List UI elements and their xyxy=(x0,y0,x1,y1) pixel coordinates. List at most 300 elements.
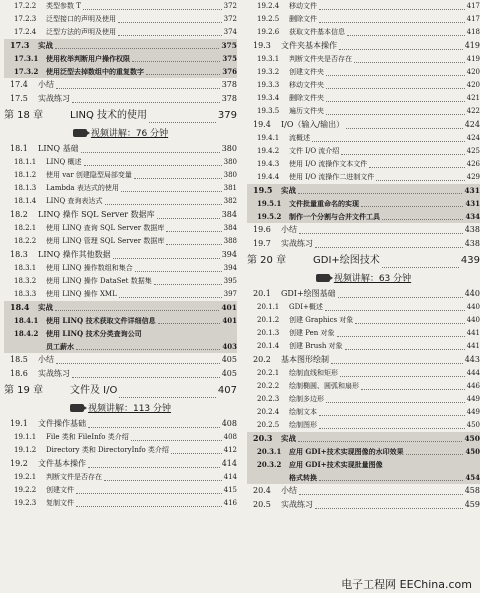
toc-title-line: 流概述 xyxy=(289,134,310,142)
toc-title-line: Directory 类和 DirectoryInfo 类介绍 xyxy=(46,446,169,454)
toc-title-line: 文件 I/O 流介绍 xyxy=(289,147,340,155)
toc-entry[interactable] xyxy=(247,406,480,419)
toc-page-number: 384 xyxy=(221,210,237,219)
toc-entry[interactable] xyxy=(247,445,480,458)
toc-title-line: 使用 var 创建隐型局部变量 xyxy=(46,171,132,179)
toc-leader-dots xyxy=(132,61,220,62)
toc-page-number: 378 xyxy=(221,80,237,89)
toc-entry[interactable] xyxy=(247,210,480,223)
toc-entry[interactable] xyxy=(4,262,237,275)
toc-section-title xyxy=(289,13,319,26)
toc-leader-dots xyxy=(104,480,222,481)
toc-entry[interactable] xyxy=(247,79,480,92)
toc-title-line: GDI+绘图基础 xyxy=(281,289,336,298)
toc-section-number: 19.5.2 xyxy=(257,212,282,221)
video-duration: 视频讲解：63 分钟 xyxy=(333,274,412,284)
toc-page-number: 459 xyxy=(464,500,480,509)
toc-section-title xyxy=(46,13,118,26)
toc-section-number: 19.3 xyxy=(253,41,271,50)
toc-title-line: 复制文件 xyxy=(46,499,74,507)
toc-page-number: 438 xyxy=(464,225,480,234)
toc-section-title xyxy=(38,78,56,92)
toc-entry[interactable] xyxy=(4,0,237,13)
toc-leader-dots xyxy=(376,180,464,181)
toc-entry[interactable] xyxy=(4,327,237,353)
toc-section-number: 20.1.4 xyxy=(257,342,280,350)
toc-leader-dots xyxy=(341,154,464,155)
toc-page-number: 441 xyxy=(466,329,480,337)
toc-page-number: 412 xyxy=(223,446,237,454)
toc-entry[interactable] xyxy=(247,92,480,105)
toc-entry[interactable] xyxy=(247,367,480,380)
toc-title-line: 获取文件基本信息 xyxy=(289,28,345,36)
toc-page-number: 379 xyxy=(217,110,237,121)
toc-leader-dots xyxy=(56,363,220,364)
toc-title-line: 实战 xyxy=(38,41,53,50)
toc-leader-dots xyxy=(298,441,462,442)
toc-entry[interactable] xyxy=(4,78,237,92)
toc-left-column xyxy=(4,0,237,510)
toc-leader-dots xyxy=(347,35,465,36)
toc-section-title xyxy=(38,353,56,367)
toc-leader-dots xyxy=(345,349,465,350)
toc-title-line: 使用 LINQ 管理 SQL Server 数据库 xyxy=(46,237,165,245)
toc-title-line: 实战练习 xyxy=(281,500,313,509)
toc-section-title xyxy=(281,484,299,498)
toc-section-title xyxy=(281,353,331,367)
video-lecture-info xyxy=(247,271,480,287)
toc-title-line: 文件及 I/O xyxy=(70,385,118,396)
toc-title-line: 文件批量重命名的实现 xyxy=(289,199,359,208)
toc-leader-dots xyxy=(312,141,465,142)
toc-section-title xyxy=(46,52,132,65)
toc-section-number: 18.1.4 xyxy=(14,197,37,205)
toc-entry[interactable] xyxy=(247,484,480,498)
video-duration: 视频讲解：113 分钟 xyxy=(87,404,172,414)
toc-leader-dots xyxy=(55,48,219,49)
toc-leader-dots xyxy=(55,310,219,311)
toc-page-number: 394 xyxy=(221,250,237,259)
toc-section-title xyxy=(289,66,326,79)
toc-leader-dots xyxy=(84,165,222,166)
toc-section-number: 17.5 xyxy=(10,94,28,103)
toc-section-title xyxy=(38,248,113,262)
toc-page-number: 420 xyxy=(466,81,480,89)
toc-page-number: 408 xyxy=(223,433,237,441)
toc-section-number: 19.4.2 xyxy=(257,147,280,155)
toc-page-number: 382 xyxy=(223,197,237,205)
toc-section-number: 18.3.1 xyxy=(14,264,37,272)
toc-page-number: 381 xyxy=(223,184,237,192)
toc-entry[interactable] xyxy=(247,498,480,512)
toc-section-number: 17.3.2 xyxy=(14,67,39,76)
toc-title-line: LINQ 概述 xyxy=(46,158,82,166)
toc-leader-dots xyxy=(326,101,465,102)
toc-page-number: 401 xyxy=(221,303,237,312)
toc-entry[interactable] xyxy=(247,13,480,26)
toc-section-number: 20.2 xyxy=(253,355,271,364)
toc-entry[interactable] xyxy=(247,340,480,353)
toc-title-line: 绘制多边形 xyxy=(289,395,324,403)
toc-entry[interactable] xyxy=(4,301,237,314)
toc-entry[interactable] xyxy=(4,169,237,182)
toc-section-number: 19.2.6 xyxy=(257,28,280,36)
toc-title-line: 创建 Pen 对象 xyxy=(289,329,335,337)
toc-section-number: 第 20 章 xyxy=(247,255,287,266)
toc-section-title xyxy=(46,497,76,510)
toc-section-title xyxy=(281,498,315,512)
toc-title-line: 使用 LINQ 技术获取文件详细信息 xyxy=(46,316,156,325)
toc-entry[interactable] xyxy=(4,457,237,471)
toc-page-number: 424 xyxy=(464,120,480,129)
toc-leader-dots xyxy=(382,267,459,268)
video-camera-icon xyxy=(73,129,87,137)
toc-leader-dots xyxy=(157,218,220,219)
toc-section-number: 18.1.3 xyxy=(14,184,37,192)
toc-entry[interactable] xyxy=(4,431,237,444)
toc-title-line: 实战练习 xyxy=(38,94,70,103)
toc-section-title xyxy=(46,314,158,327)
toc-entry[interactable] xyxy=(4,275,237,288)
toc-section-number: 第 18 章 xyxy=(4,110,44,121)
toc-section-number: 19.3.2 xyxy=(257,68,280,76)
toc-section-number: 20.2.1 xyxy=(257,369,280,377)
toc-section-number: 20.3 xyxy=(253,433,273,443)
toc-leader-dots xyxy=(315,508,463,509)
toc-leader-dots xyxy=(113,258,220,259)
toc-entry[interactable] xyxy=(4,26,237,39)
toc-page-number: 424 xyxy=(466,134,480,142)
toc-entry[interactable] xyxy=(4,417,237,431)
toc-section-title xyxy=(46,65,146,78)
toc-right-column xyxy=(247,0,480,512)
toc-title-line: 格式转换 xyxy=(289,473,317,482)
toc-section-number: 19.5.1 xyxy=(257,199,282,208)
toc-leader-dots xyxy=(326,88,465,89)
toc-section-number: 20.1.2 xyxy=(257,316,280,324)
watermark: 电子工程网 EEChina.com xyxy=(341,578,472,591)
toc-section-number: 17.2.2 xyxy=(14,2,37,10)
toc-page-number: 438 xyxy=(464,239,480,248)
toc-page-number: 420 xyxy=(466,68,480,76)
toc-entry[interactable] xyxy=(247,184,480,197)
toc-title-line: 使用枚举判断用户操作权限 xyxy=(46,54,130,63)
toc-title-line: 使用 LINQ 操作 XML xyxy=(46,290,117,298)
toc-entry[interactable] xyxy=(247,458,480,484)
toc-entry[interactable] xyxy=(4,39,237,52)
toc-section-number: 第 19 章 xyxy=(4,385,44,396)
video-camera-icon xyxy=(70,404,84,412)
toc-section-title xyxy=(46,169,134,182)
toc-section-number: 18.1.2 xyxy=(14,171,37,179)
toc-title-line: 制作一个分割与合并文件工具 xyxy=(289,212,380,221)
toc-section-number: 20.1.1 xyxy=(257,303,280,311)
toc-leader-dots xyxy=(326,75,465,76)
toc-section-number: 17.4 xyxy=(10,80,28,89)
toc-title-line: 删除文件夹 xyxy=(289,94,324,102)
toc-section-title xyxy=(46,222,166,235)
toc-entry[interactable] xyxy=(247,132,480,145)
toc-entry[interactable] xyxy=(247,171,480,184)
toc-leader-dots xyxy=(319,22,465,23)
toc-title-line: 使用 LINQ 查询 SQL Server 数据库 xyxy=(46,224,165,232)
toc-entry[interactable] xyxy=(4,497,237,510)
toc-entry[interactable] xyxy=(247,118,480,132)
toc-title-line: 文件基本操作 xyxy=(38,459,86,468)
toc-section-number: 20.2.2 xyxy=(257,382,280,390)
toc-section-number: 20.2.4 xyxy=(257,408,280,416)
toc-section-title xyxy=(38,367,72,381)
toc-section-number: 19.4.1 xyxy=(257,134,280,142)
toc-title-line: 创建文件 xyxy=(46,486,74,494)
toc-title-line: 文件夹基本操作 xyxy=(281,41,337,50)
toc-page-number: 408 xyxy=(221,419,237,428)
toc-section-title xyxy=(289,145,341,158)
toc-title-line: 使用 I/O 流操作文本文件 xyxy=(289,160,368,168)
toc-title-line: 绘制直线和矩形 xyxy=(289,369,338,377)
toc-section-title xyxy=(289,26,347,39)
toc-page-number: 444 xyxy=(466,369,480,377)
toc-page-number: 397 xyxy=(223,290,237,298)
toc-section-title xyxy=(281,432,298,445)
toc-section-title xyxy=(46,484,76,497)
toc-leader-dots xyxy=(166,231,221,232)
toc-section-title xyxy=(289,171,376,184)
toc-entry[interactable] xyxy=(4,314,237,327)
toc-page-number: 440 xyxy=(466,316,480,324)
toc-section-title xyxy=(289,132,312,145)
toc-section-title xyxy=(289,458,385,484)
toc-entry[interactable] xyxy=(247,419,480,432)
toc-title-line: 使用 LINQ 操作 DataSet 数据集 xyxy=(46,277,152,285)
toc-entry[interactable] xyxy=(247,145,480,158)
toc-section-title xyxy=(46,288,119,301)
toc-chapter[interactable] xyxy=(247,251,480,271)
toc-section-number: 19.5 xyxy=(253,185,273,195)
video-lecture-info xyxy=(4,401,237,417)
toc-page-number: 415 xyxy=(223,486,237,494)
toc-section-number: 20.4 xyxy=(253,486,271,495)
toc-section-number: 19.2.2 xyxy=(14,486,37,494)
toc-title-line: 实战 xyxy=(281,434,296,443)
toc-section-title xyxy=(289,79,326,92)
toc-leader-dots xyxy=(131,440,222,441)
toc-entry[interactable] xyxy=(4,222,237,235)
toc-leader-dots xyxy=(119,297,222,298)
toc-section-number: 19.2.3 xyxy=(14,499,37,507)
toc-entry[interactable] xyxy=(4,13,237,26)
toc-entry[interactable] xyxy=(4,182,237,195)
toc-page-number: 417 xyxy=(466,15,480,23)
toc-entry[interactable] xyxy=(4,471,237,484)
toc-entry[interactable] xyxy=(4,92,237,106)
toc-title-line: 小结 xyxy=(38,80,54,89)
toc-section-title xyxy=(289,105,326,118)
toc-section-title xyxy=(46,262,135,275)
toc-title-line: 小结 xyxy=(281,225,297,234)
toc-entry[interactable] xyxy=(4,235,237,248)
toc-section-number: 18.6 xyxy=(10,369,28,378)
toc-leader-dots xyxy=(76,493,222,494)
toc-section-number: 20.1.3 xyxy=(257,329,280,337)
video-lecture-info xyxy=(4,126,237,142)
toc-chapter[interactable] xyxy=(4,106,237,126)
toc-page-number: 454 xyxy=(465,473,480,482)
toc-leader-dots xyxy=(361,206,463,207)
toc-title-line: 小结 xyxy=(281,486,297,495)
toc-leader-dots xyxy=(76,506,222,507)
toc-entry[interactable] xyxy=(247,26,480,39)
toc-entry[interactable] xyxy=(247,237,480,251)
toc-section-title xyxy=(281,39,339,53)
toc-leader-dots xyxy=(325,310,465,311)
toc-entry[interactable] xyxy=(247,287,480,301)
toc-entry[interactable] xyxy=(4,65,237,78)
toc-section-number: 18.3 xyxy=(10,250,28,259)
toc-page-number: 429 xyxy=(466,173,480,181)
toc-section-number: 19.1.2 xyxy=(14,446,37,454)
toc-section-number: 19.3.1 xyxy=(257,55,280,63)
toc-entry[interactable] xyxy=(247,301,480,314)
toc-entry[interactable] xyxy=(247,197,480,210)
toc-title-line: 使用泛型去掉数组中的重复数字 xyxy=(46,67,144,76)
toc-page-number: 380 xyxy=(221,144,237,153)
toc-section-number: 17.2.4 xyxy=(14,28,37,36)
toc-section-title xyxy=(289,197,361,210)
toc-section-number: 20.3.2 xyxy=(257,460,282,469)
toc-section-number: 18.3.3 xyxy=(14,290,37,298)
toc-entry[interactable] xyxy=(247,432,480,445)
toc-leader-dots xyxy=(319,415,465,416)
toc-leader-dots xyxy=(118,35,222,36)
toc-section-title xyxy=(281,287,338,301)
toc-entry[interactable] xyxy=(4,195,237,208)
toc-leader-dots xyxy=(326,402,465,403)
toc-entry[interactable] xyxy=(4,444,237,457)
toc-page-number: 407 xyxy=(217,385,237,396)
toc-section-number: 19.2 xyxy=(10,459,28,468)
toc-section-title xyxy=(289,314,355,327)
toc-entry[interactable] xyxy=(247,223,480,237)
toc-leader-dots xyxy=(119,397,216,398)
toc-section-title xyxy=(38,457,88,471)
toc-entry[interactable] xyxy=(247,393,480,406)
toc-entry[interactable] xyxy=(247,314,480,327)
toc-page-number: 440 xyxy=(464,289,480,298)
toc-entry[interactable] xyxy=(247,353,480,367)
toc-entry[interactable] xyxy=(4,142,237,156)
toc-title-line: 判断文件夹是否存在 xyxy=(289,55,352,63)
toc-page-number: 425 xyxy=(466,147,480,155)
toc-section-title xyxy=(38,39,55,52)
toc-entry[interactable] xyxy=(247,66,480,79)
toc-section-number: 18.4.2 xyxy=(14,329,39,338)
toc-section-number: 17.3.1 xyxy=(14,54,39,63)
toc-title-line: 文件操作基础 xyxy=(38,419,86,428)
toc-section-title xyxy=(289,419,319,432)
toc-section-number: 17.3 xyxy=(10,40,30,50)
toc-leader-dots xyxy=(121,191,222,192)
toc-leader-dots xyxy=(369,167,464,168)
toc-page-number: 431 xyxy=(465,199,480,208)
toc-page-number: 378 xyxy=(221,94,237,103)
toc-entry[interactable] xyxy=(4,288,237,301)
toc-section-title xyxy=(46,444,171,457)
toc-page-number: 388 xyxy=(223,237,237,245)
toc-leader-dots xyxy=(337,336,465,337)
toc-entry[interactable] xyxy=(4,484,237,497)
toc-section-title xyxy=(289,0,319,13)
toc-leader-dots xyxy=(361,389,465,390)
toc-title-line: LINQ 查询表达式 xyxy=(46,197,103,205)
toc-page-number: 401 xyxy=(222,316,237,325)
toc-title-line: 泛型方法的声明及使用 xyxy=(46,28,116,36)
toc-section-title xyxy=(46,235,166,248)
toc-leader-dots xyxy=(166,244,221,245)
toc-entry[interactable] xyxy=(247,158,480,171)
toc-section-number: 20.3.1 xyxy=(257,447,282,456)
toc-page-number: 446 xyxy=(466,382,480,390)
toc-entry[interactable] xyxy=(4,353,237,367)
toc-leader-dots xyxy=(346,128,463,129)
toc-entry[interactable] xyxy=(4,156,237,169)
toc-page-number: 372 xyxy=(223,2,237,10)
toc-page-number: 426 xyxy=(466,160,480,168)
toc-entry[interactable] xyxy=(247,39,480,53)
toc-section-title xyxy=(289,327,337,340)
toc-entry[interactable] xyxy=(4,367,237,381)
toc-page-number: 441 xyxy=(466,342,480,350)
toc-entry[interactable] xyxy=(4,208,237,222)
toc-leader-dots xyxy=(88,427,220,428)
toc-page-number: 414 xyxy=(221,459,237,468)
toc-entry[interactable] xyxy=(247,105,480,118)
toc-leader-dots xyxy=(72,102,220,103)
toc-section-title xyxy=(289,158,369,171)
toc-page-number: 395 xyxy=(223,277,237,285)
toc-section-number: 17.2.3 xyxy=(14,15,37,23)
toc-section-title xyxy=(38,208,157,222)
toc-title-line: 绘制文本 xyxy=(289,408,317,416)
toc-section-title xyxy=(70,106,149,126)
toc-section-title xyxy=(289,393,326,406)
toc-leader-dots xyxy=(299,233,463,234)
toc-leader-dots xyxy=(149,122,216,123)
toc-section-title xyxy=(281,118,346,132)
toc-title-line: LINQ 操作其他数据 xyxy=(38,250,111,259)
toc-section-title xyxy=(289,53,354,66)
toc-title-line: 实战 xyxy=(281,186,296,195)
toc-section-title xyxy=(289,367,340,380)
toc-entry[interactable] xyxy=(247,53,480,66)
toc-leader-dots xyxy=(171,453,222,454)
toc-page-number: 422 xyxy=(466,107,480,115)
toc-leader-dots xyxy=(354,62,465,63)
toc-title-line: LINQ 操作 SQL Server 数据库 xyxy=(38,210,155,219)
toc-title-line: 实战练习 xyxy=(281,239,313,248)
toc-section-title xyxy=(289,301,325,314)
toc-section-number: 19.4.4 xyxy=(257,173,280,181)
toc-entry[interactable] xyxy=(247,0,480,13)
toc-entry[interactable] xyxy=(247,380,480,393)
toc-entry[interactable] xyxy=(4,248,237,262)
toc-section-number: 18.3.2 xyxy=(14,277,37,285)
toc-chapter[interactable] xyxy=(4,381,237,401)
toc-entry[interactable] xyxy=(4,52,237,65)
toc-page-number: 405 xyxy=(221,355,237,364)
toc-title-line: 使用 LINQ 操作数组和集合 xyxy=(46,264,133,272)
toc-entry[interactable] xyxy=(247,327,480,340)
